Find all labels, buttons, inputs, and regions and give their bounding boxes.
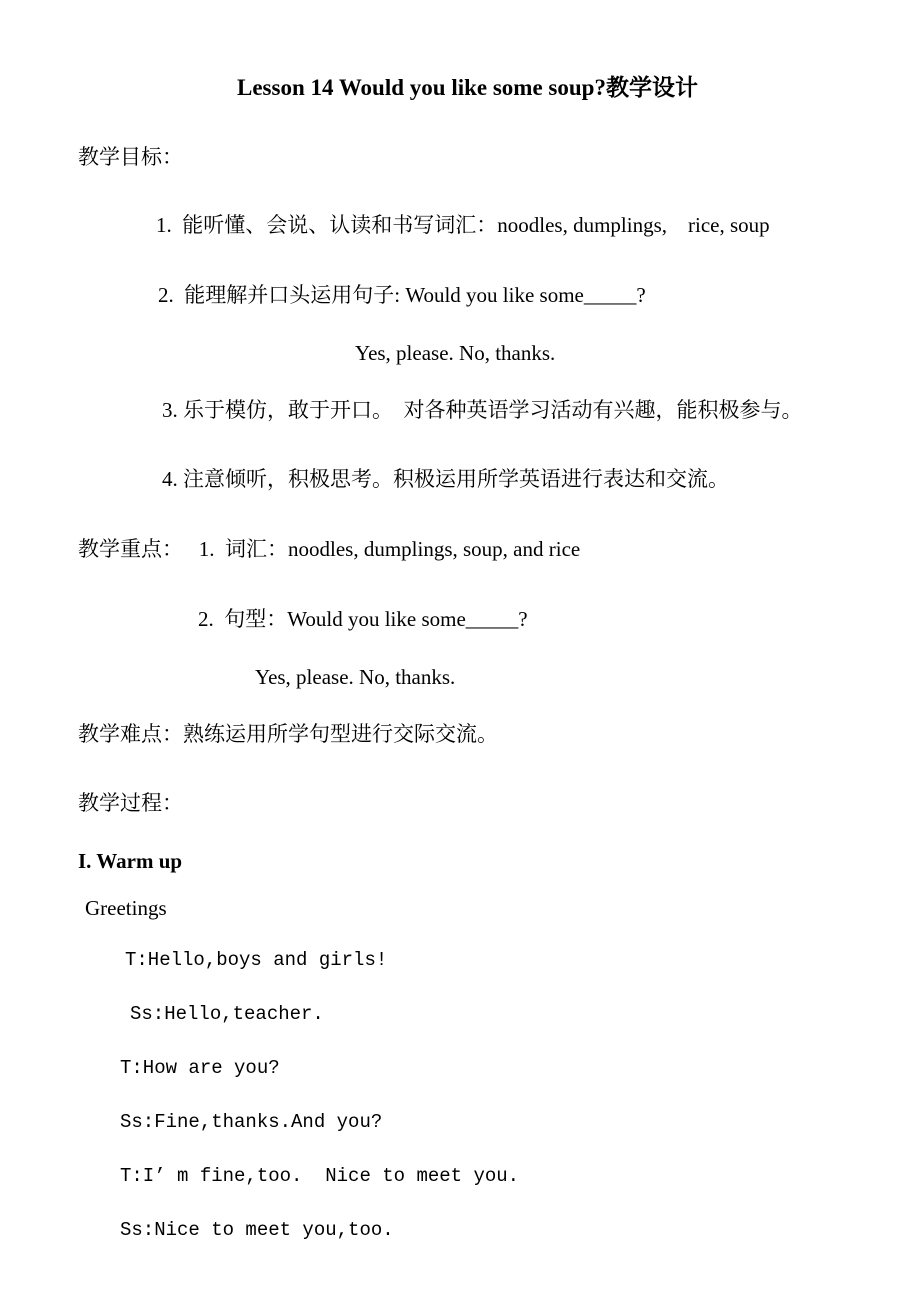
- objective-1: 1. 能听懂、会说、认读和书写词汇：noodles, dumplings, rice, soup: [156, 213, 770, 237]
- process-heading: 教学过程：: [78, 791, 183, 815]
- dialogue-line: Ss:Hello,teacher.: [130, 1003, 324, 1025]
- dialogue-line: T:I’ m fine,too. Nice to meet you.: [120, 1165, 520, 1187]
- section-warm-up: I. Warm up: [78, 849, 183, 873]
- greetings-label: Greetings: [85, 896, 167, 920]
- objective-2: 2. 能理解并口头运用句子: Would you like some_____?: [158, 283, 646, 307]
- dialogue-line: Ss:Nice to meet you,too.: [120, 1219, 394, 1241]
- objectives-heading: 教学目标：: [78, 145, 183, 169]
- objective-2-answer: Yes, please. No, thanks.: [355, 341, 556, 365]
- difficulty-line: 教学难点：熟练运用所学句型进行交际交流。: [78, 722, 498, 746]
- key-points-line-2: 2. 句型：Would you like some_____?: [198, 607, 528, 631]
- dialogue-line: T:Hello,boys and girls!: [125, 949, 388, 971]
- dialogue-line: T:How are you?: [120, 1057, 280, 1079]
- objective-3: 3. 乐于模仿，敢于开口。 对各种英语学习活动有兴趣，能积极参与。: [162, 398, 803, 422]
- document-title: Lesson 14 Would you like some soup?教学设计: [237, 75, 698, 100]
- key-points-line-3: Yes, please. No, thanks.: [255, 665, 456, 689]
- key-points-line-1: 教学重点： 1. 词汇：noodles, dumplings, soup, and rice: [78, 537, 581, 561]
- dialogue-line: Ss:Fine,thanks.And you?: [120, 1111, 383, 1133]
- objective-4: 4. 注意倾听，积极思考。积极运用所学英语进行表达和交流。: [162, 467, 729, 491]
